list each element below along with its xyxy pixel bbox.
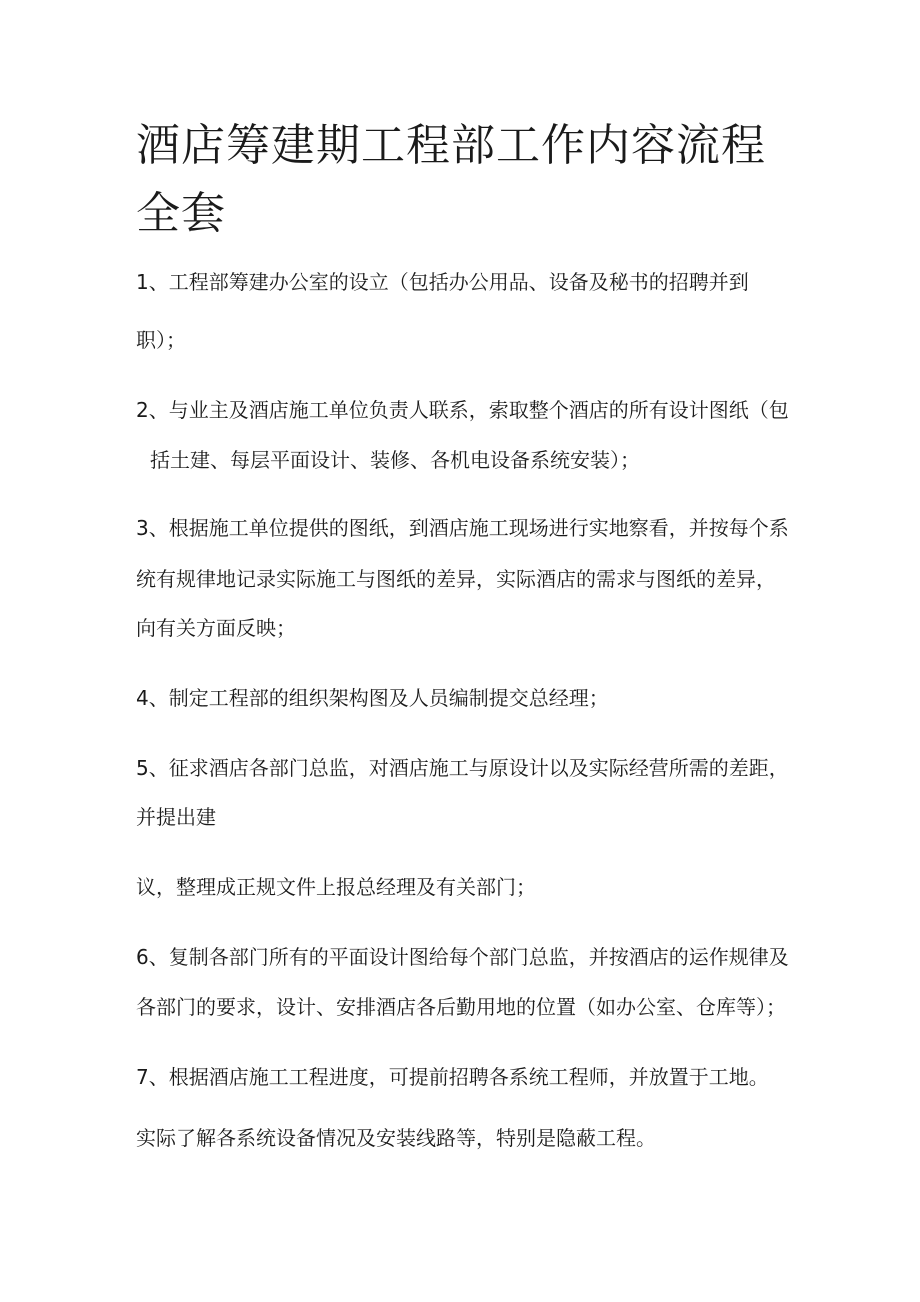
paragraph-line: 议，整理成正规文件上报总经理及有关部门； (136, 875, 536, 899)
paragraph-line: 1、工程部筹建办公室的设立（包括办公用品、设备及秘书的招聘并到 (136, 270, 749, 294)
paragraph-line: 统有规律地记录实际施工与图纸的差异，实际酒店的需求与图纸的差异， (136, 567, 776, 591)
paragraph-line: 各部门的要求，设计、安排酒店各后勤用地的位置（如办公室、仓库等）； (136, 995, 786, 1019)
paragraph-line: 3、根据施工单位提供的图纸，到酒店施工现场进行实地察看，并按每个系 (136, 516, 789, 540)
paragraph-line: 括土建、每层平面设计、装修、各机电设备系统安装）； (150, 448, 640, 472)
paragraph-line: 5、征求酒店各部门总监，对酒店施工与原设计以及实际经营所需的差距， (136, 756, 789, 780)
paragraph-line: 7、根据酒店施工工程进度，可提前招聘各系统工程师，并放置于工地。 (136, 1065, 769, 1089)
paragraph-line: 职）； (136, 328, 186, 352)
paragraph-line: 实际了解各系统设备情况及安装线路等，特别是隐蔽工程。 (136, 1126, 656, 1150)
paragraph-line: 6、复制各部门所有的平面设计图给每个部门总监，并按酒店的运作规律及 (136, 945, 789, 969)
paragraph-line: 并提出建 (136, 805, 216, 829)
document-title: 酒店筹建期工程部工作内容流程全套 (136, 120, 766, 239)
paragraph-line: 向有关方面反映； (136, 616, 296, 640)
paragraph-line: 4、制定工程部的组织架构图及人员编制提交总经理； (136, 686, 609, 710)
paragraph-line: 2、与业主及酒店施工单位负责人联系，索取整个酒店的所有设计图纸（包 (136, 398, 789, 422)
